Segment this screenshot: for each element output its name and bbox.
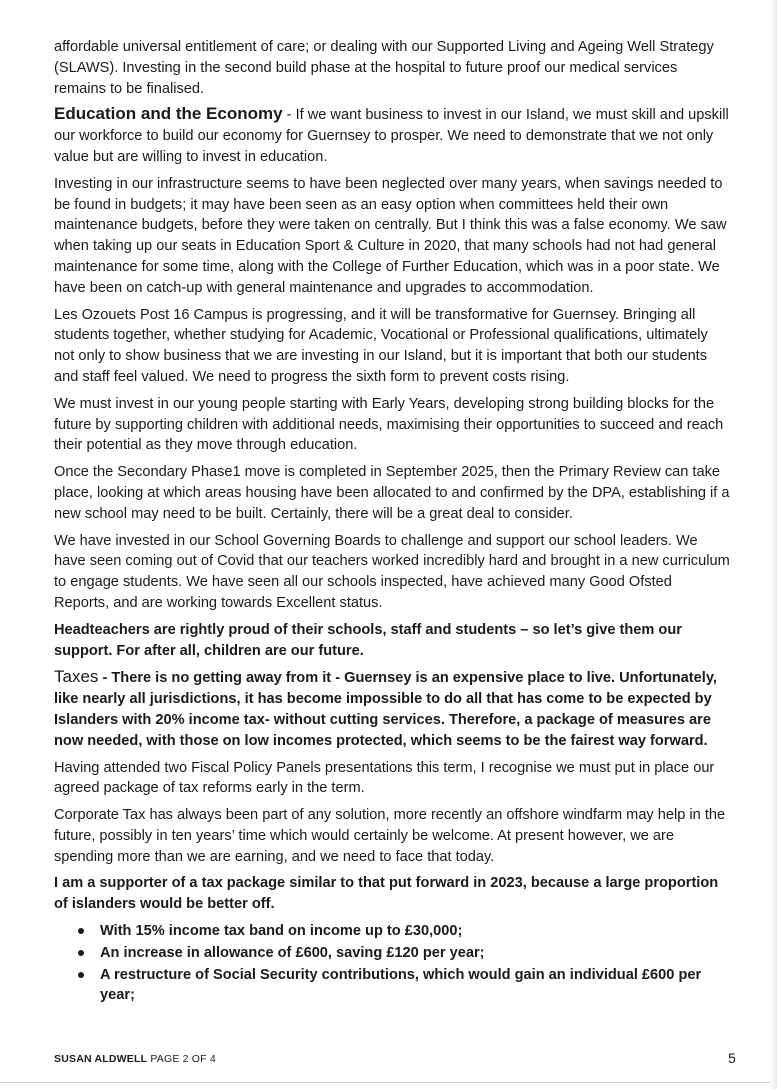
page-number: 5 bbox=[728, 1050, 736, 1066]
education-paragraph-governing-boards: We have invested in our School Governing Boards to challenge and support our school leaders. We have seen coming out of Covid that our teachers worked incredibly hard and brought in a new curriculum to engage students. We have seen all our schools inspected, have achieved many Good Ofsted Reports, and are working towards Excellent status. bbox=[54, 532, 730, 611]
education-paragraph-primary-review: Once the Secondary Phase1 move is completed in September 2025, then the Primary Review can take place, looking at which areas housing have been allocated to and confirmed by the DPA, establishing if a new school may need to be built. Certainly, there will be a great deal to consider. bbox=[54, 464, 730, 522]
education-paragraph-early-years: We must invest in our young people starting with Early Years, developing strong building blocks for the future by supporting children with additional needs, maximising their opportunities to succeed and reach their potential as they move through education. bbox=[54, 395, 724, 454]
footer-author: SUSAN ALDWELL bbox=[54, 1053, 148, 1065]
education-lead-text: - If we want business to invest in our Island, we must skill and upskill our workforce to build our economy for Guernsey to prosper. We need to demonstrate that we not only value but are willing to invest in education. bbox=[54, 107, 729, 165]
taxes-support-statement: I am a supporter of a tax package similar to that put forward in 2023, because a large proportion of islanders would be better off. bbox=[54, 875, 719, 913]
taxes-paragraph-fiscal-panels: Having attended two Fiscal Policy Panels presentations this term, I recognise we must put in place our agreed package of tax reforms early in the term. bbox=[54, 759, 715, 797]
education-closing-statement: Headteachers are rightly proud of their schools, staff and students – so let’s give them our support. For after all, children are our future. bbox=[54, 621, 682, 659]
education-paragraph-campus: Les Ozouets Post 16 Campus is progressing, and it will be transformative for Guernsey. Bringing all students together, whether studying for Academic, Vocational or Professional qualifications, ultimately not only to show business that we are investing in our Island, but it is important that both our students and staff feel valued. We need to progress the sixth form to prevent costs rising. bbox=[54, 306, 708, 385]
page-footer bbox=[54, 1053, 216, 1065]
list-item: An increase in allowance of £600, saving £120 per year; bbox=[100, 943, 730, 964]
list-item: A restructure of Social Security contributions, which would gain an individual £600 per year; bbox=[100, 965, 730, 1007]
education-paragraph-infrastructure: Investing in our infrastructure seems to have been neglected over many years, when savings needed to be found in budgets; it may have been seen as an easy option when committees held their own maintenance budgets, before they were taken on centrally. But I think this was a false economy. We saw when taking up our seats in Education Sport & Culture in 2020, that many schools had not had general maintenance for some time, along with the College of Further Education, which was in a poor state. We have been on catch-up with general maintenance and upgrades to accommodation. bbox=[54, 175, 727, 296]
taxes-lead-paragraph bbox=[54, 667, 730, 751]
taxes-lead-text: - There is no getting away from it - Guernsey is an expensive place to live. Unfortunately, like nearly all jurisdictions, it has become impossible to do all that has come to be expected by Islanders with 20% income tax- without cutting services. Therefore, a package of measures are now needed, with those on low incomes protected, which seems to be the fairest way forward. bbox=[54, 670, 717, 749]
taxes-paragraph-corporate-tax: Corporate Tax has always been part of any solution, more recently an offshore windfarm may help in the future, possibly in ten years’ time which would certainly be welcome. At present however, we are spending more than we are earning, and we need to face that today. bbox=[54, 807, 726, 865]
page-edge-shadow bbox=[770, 0, 777, 1089]
section-heading-education: Education and the Economy bbox=[54, 104, 283, 124]
page-bottom-divider bbox=[0, 1082, 777, 1083]
education-lead-paragraph bbox=[54, 104, 730, 167]
intro-paragraph: affordable universal entitlement of care; or dealing with our Supported Living and Ageing Well Strategy (SLAWS). Investing in the second build phase at the hospital to future proof our medical services remains to be finalised. bbox=[54, 39, 714, 97]
list-item: With 15% income tax band on income up to £30,000; bbox=[100, 921, 730, 942]
tax-package-list bbox=[54, 921, 730, 1006]
document-page bbox=[54, 37, 730, 1007]
footer-page-label: PAGE 2 OF 4 bbox=[147, 1053, 216, 1065]
section-heading-taxes: Taxes bbox=[54, 667, 99, 687]
